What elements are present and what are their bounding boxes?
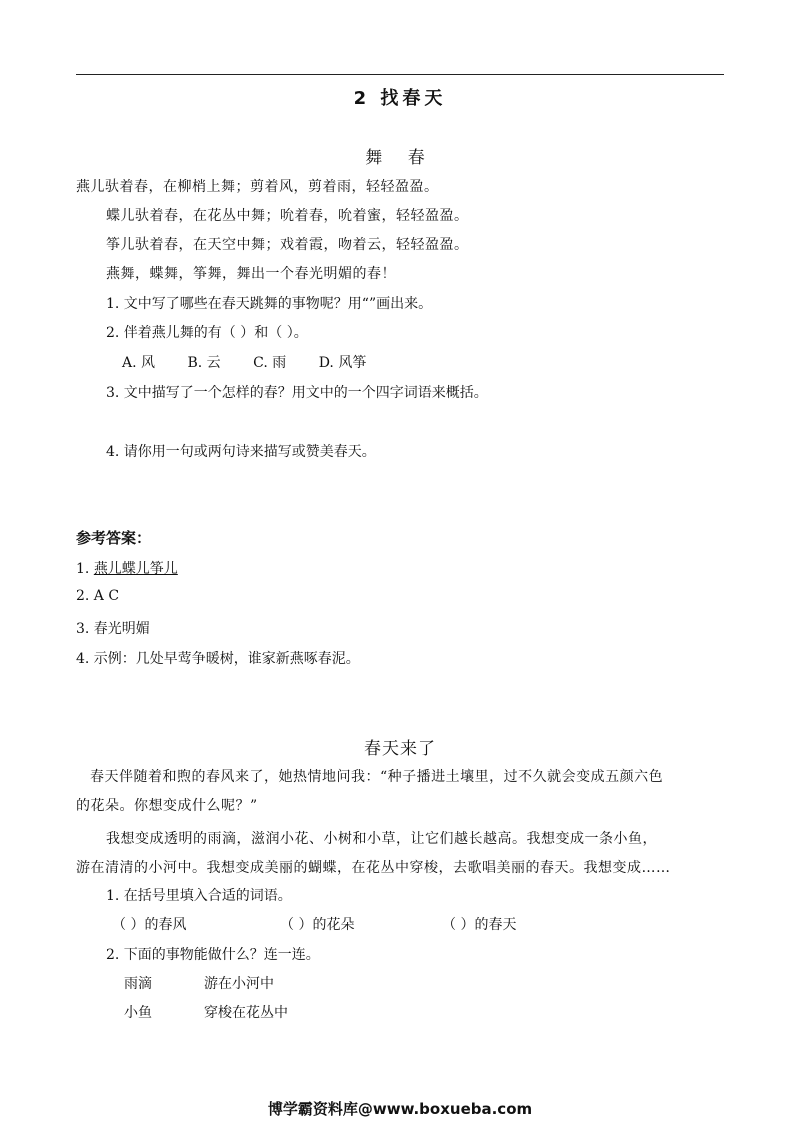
- option-d: D. 风筝: [318, 355, 367, 371]
- blank-3: （ ）的春天: [442, 917, 517, 933]
- poem-line-3: 筝儿驮着春，在天空中舞；戏着霞，吻着云，轻轻盈盈。: [106, 237, 469, 253]
- match-left-1: 雨滴: [124, 976, 152, 992]
- poem-line-1: 燕儿驮着春，在柳梢上舞；剪着风，剪着雨，轻轻盈盈。: [76, 179, 439, 195]
- answer-1: [76, 558, 178, 578]
- question-1: 1. 文中写了哪些在春天跳舞的事物呢？用“”画出来。: [106, 296, 433, 312]
- match-right-2: 穿梭在花丛中: [204, 1005, 288, 1021]
- match-left-2: 小鱼: [124, 1005, 152, 1021]
- question-4: 4. 请你用一句或两句诗来描写或赞美春天。: [106, 444, 376, 460]
- answer-1-prefix: 1.: [76, 561, 94, 577]
- question-2: 2. 伴着燕儿舞的有（ ）和（ ）。: [106, 325, 308, 341]
- question-3: 3. 文中描写了一个怎样的春？用文中的一个四字词语来概括。: [106, 385, 488, 401]
- poem-line-4: 燕舞，蝶舞，筝舞，舞出一个春光明媚的春！: [106, 266, 396, 282]
- footer-watermark: 博学霸资料库@www.boxueba.com: [267, 1100, 533, 1118]
- option-b: B. 云: [187, 355, 221, 371]
- match-row-2: [124, 1002, 288, 1022]
- poem-line-2: 蝶儿驮着春，在花丛中舞；吮着春，吮着蜜，轻轻盈盈。: [106, 208, 469, 224]
- blank-2: （ ）的花朵: [280, 917, 355, 933]
- header-rule: [76, 74, 724, 75]
- blank-1: （ ）的春风: [112, 917, 187, 933]
- answers-heading: 参考答案：: [76, 529, 152, 547]
- match-row-1: [124, 973, 274, 993]
- passage-title: 春天来了: [364, 739, 436, 759]
- passage-p2-line1: 我想变成透明的雨滴，滋润小花、小树和小草，让它们越长越高。我想变成一条小鱼，: [106, 831, 657, 847]
- question-2-options: [122, 352, 394, 372]
- answer-4: 4. 示例：几处早莺争暖树，谁家新燕啄春泥。: [76, 651, 360, 667]
- match-right-1: 游在小河中: [204, 976, 274, 992]
- passage-p2-line2: 游在清清的小河中。我想变成美丽的蝴蝶，在花丛中穿梭，去歌唱美丽的春天。我想变成……: [76, 860, 671, 876]
- option-c: C. 雨: [253, 355, 287, 371]
- answer-2: 2. A C: [76, 588, 120, 604]
- poem-title: 舞 春: [365, 148, 435, 168]
- option-a: A. 风: [122, 355, 156, 371]
- passage-p1-line2: 的花朵。你想变成什么呢？”: [76, 798, 258, 814]
- answer-1-text: 燕儿蝶儿筝儿: [93, 561, 178, 577]
- passage-p1-line1: 春天伴随着和煦的春风来了，她热情地问我：“种子播进土壤里，过不久就会变成五颜六色: [90, 769, 664, 785]
- passage-question-1: 1. 在括号里填入合适的词语。: [106, 888, 292, 904]
- lesson-title: 2 找春天: [353, 88, 447, 109]
- passage-question-2: 2. 下面的事物能做什么？连一连。: [106, 947, 320, 963]
- answer-3: 3. 春光明媚: [76, 621, 150, 637]
